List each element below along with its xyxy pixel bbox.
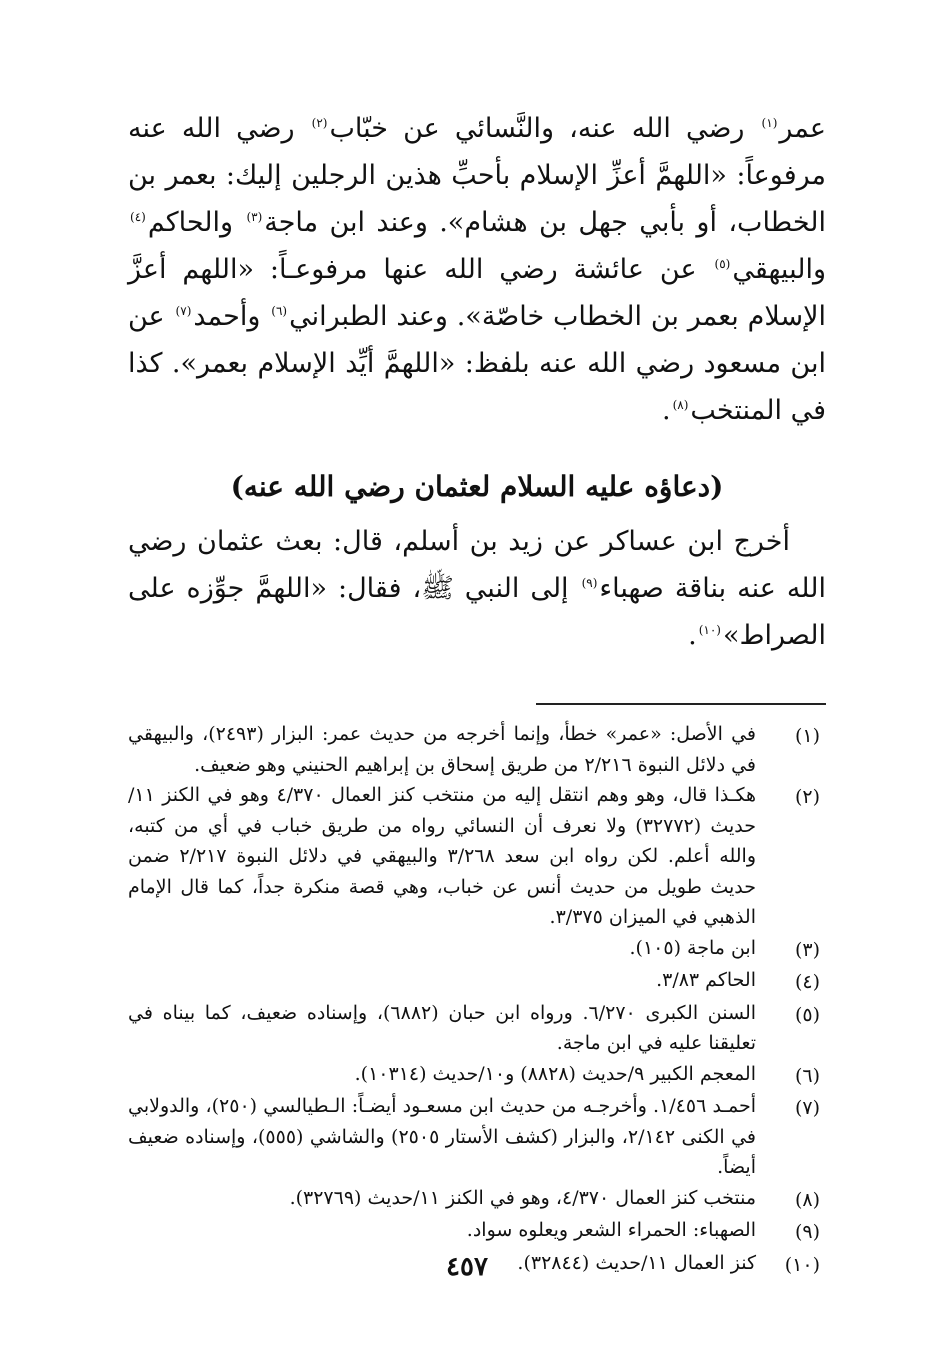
footnote-item (128, 1059, 826, 1092)
footnote-item (128, 965, 826, 998)
footnote-ref-7[interactable]: (٧) (175, 304, 192, 318)
footnote-text: كنز العمال ١١/حديث (٣٢٨٤٤). (517, 1251, 756, 1274)
footnote-text: هكـذا قال، وهو وهم انتقل إليه من منتخب كنز العمال ٤/٣٧٠ وهو في الكنز ١١/حديث (٣٢٧٧٢) ولا نعرف أن النسائي رواه من طريق خباب في أي من كتبه، والله أعلم. لكن رواه ابن سعد ٣/٢٦٨ والبيهقي في دلائل النبوة ٢/٢١٧ ضمن حديث طويل من حديث أنس عن خباب، وهي قصة منكرة جداً، كما قال الإمام الذهبي في الميزان ٣/٣٧٥. (128, 784, 756, 928)
footnote-number: (٦) (794, 1064, 820, 1087)
text-segment: رضي الله عنه مرفوعاً: «اللهمَّ أعزِّ الإسلام بأحبِّ هذين الرجلين إليك: بعمر بن الخطاب، أو بأبي جهل بن هشام». وعند ابن ماجة (128, 113, 826, 238)
footnote-item (128, 1183, 826, 1216)
footnote-ref-6[interactable]: (٦) (271, 304, 288, 318)
footnote-item (128, 998, 826, 1059)
footnote-text: السنن الكبرى ٦/٢٧٠. ورواه ابن حبان (٦٨٨٢)، وإسناده ضعيف، كما بيناه في تعليقنا عليه في ابن ماجة. (128, 1001, 757, 1054)
footnote-text: في الأصل: «عمر» خطأ، وإنما أخرجه من حديث عمر: البزار (٢٤٩٣)، والبيهقي في دلائل النبوة ٢/٢١٦ من طريق إسحاق بن إبراهيم الحنيني وهو ضعيف. (128, 723, 757, 776)
footnote-text: أحمـد ١/٤٥٦. وأخرجـه من حديث ابن مسعـود أيضـاً: الـطيالسي (٢٥٠)، والدولابي في الكنى ٢/١٤٢، والبزار (كشف الأستار ٢٥٠٥) والشاشي (٥٥٥)، وإسناده ضعيف أيضاً. (128, 1095, 756, 1178)
footnote-number: (٥) (794, 1003, 820, 1026)
footnote-number: (١٠) (784, 1253, 820, 1276)
text-segment: عمر (779, 113, 826, 144)
text-segment: عن ابن مسعود رضي الله عنه بلفظ: «اللهمَّ أيِّد الإسلام بعمر». كذا في المنتخب (128, 301, 826, 426)
footnote-item (128, 1215, 826, 1248)
footnote-ref-2[interactable]: (٢) (311, 116, 328, 130)
footnote-ref-9[interactable]: (٩) (581, 576, 598, 590)
book-page (128, 105, 826, 1362)
paragraph-uthman (128, 518, 826, 659)
footnote-separator-wrap (128, 659, 826, 719)
footnote-number: (٨) (794, 1188, 820, 1211)
footnote-item (128, 933, 826, 966)
footnote-text: منتخب كنز العمال ٤/٣٧٠، وهو في الكنز ١١/حديث (٣٢٧٦٩). (289, 1186, 756, 1209)
footnotes (128, 719, 826, 1280)
text-segment: والبيهقي (732, 254, 826, 285)
footnote-number: (٤) (794, 971, 820, 993)
footnote-ref-5[interactable]: (٥) (714, 257, 731, 271)
footnote-number: (٣) (794, 938, 820, 961)
footnote-number: (٢) (794, 786, 820, 808)
section-heading: (دعاؤه عليه السلام لعثمان رضي الله عنه) (230, 470, 724, 503)
footnote-item (128, 1091, 826, 1183)
text-segment: والحاكم (147, 207, 234, 238)
footnote-ref-3[interactable]: (٣) (246, 210, 263, 224)
text-segment: أخرج ابن عساكر عن زيد بن أسلم، قال: بعث عثمان رضي الله عنه بناقة صهباء (128, 526, 826, 604)
footnote-number: (١) (794, 725, 820, 747)
footnote-number: (٧) (794, 1097, 820, 1119)
footnote-separator (536, 703, 826, 705)
text-segment: وأحمد (193, 301, 261, 332)
text-segment: . (662, 395, 671, 426)
text-segment: عن عائشة رضي الله عنها مرفوعـاً: «اللهم أعزَّ الإسلام بعمر بن الخطاب خاصّة». وعند الطبراني (128, 254, 826, 332)
footnote-ref-1[interactable]: (١) (761, 116, 778, 130)
uthman-section (128, 518, 826, 659)
footnote-text: الصهباء: الحمراء الشعر ويعلوه سواد. (466, 1219, 756, 1241)
footnote-item (128, 719, 826, 780)
text-segment: رضي الله عنه، والنَّسائي عن خبّاب (329, 113, 745, 144)
page-number: ٤٥٧ (446, 1252, 488, 1282)
text-segment: إلى النبي ﷺ، فقال: «اللهمَّ جوِّزه على الصراط» (128, 573, 826, 651)
footnote-ref-10[interactable]: (١٠) (698, 623, 721, 637)
paragraph-umar (128, 105, 826, 434)
main-text (128, 105, 826, 434)
footnote-text: المعجم الكبير ٩/حديث (٨٨٢٨) و١٠/حديث (١٠٣١٤). (354, 1062, 756, 1085)
footnote-text: الحاكم ٣/٨٣. (656, 969, 756, 991)
footnote-number: (٩) (794, 1221, 820, 1243)
footnote-text: ابن ماجة (١٠٥). (629, 936, 756, 959)
footnote-ref-4[interactable]: (٤) (130, 210, 146, 224)
footnote-item (128, 780, 826, 933)
text-segment: . (688, 620, 697, 651)
footnote-ref-8[interactable]: (٨) (672, 398, 689, 412)
